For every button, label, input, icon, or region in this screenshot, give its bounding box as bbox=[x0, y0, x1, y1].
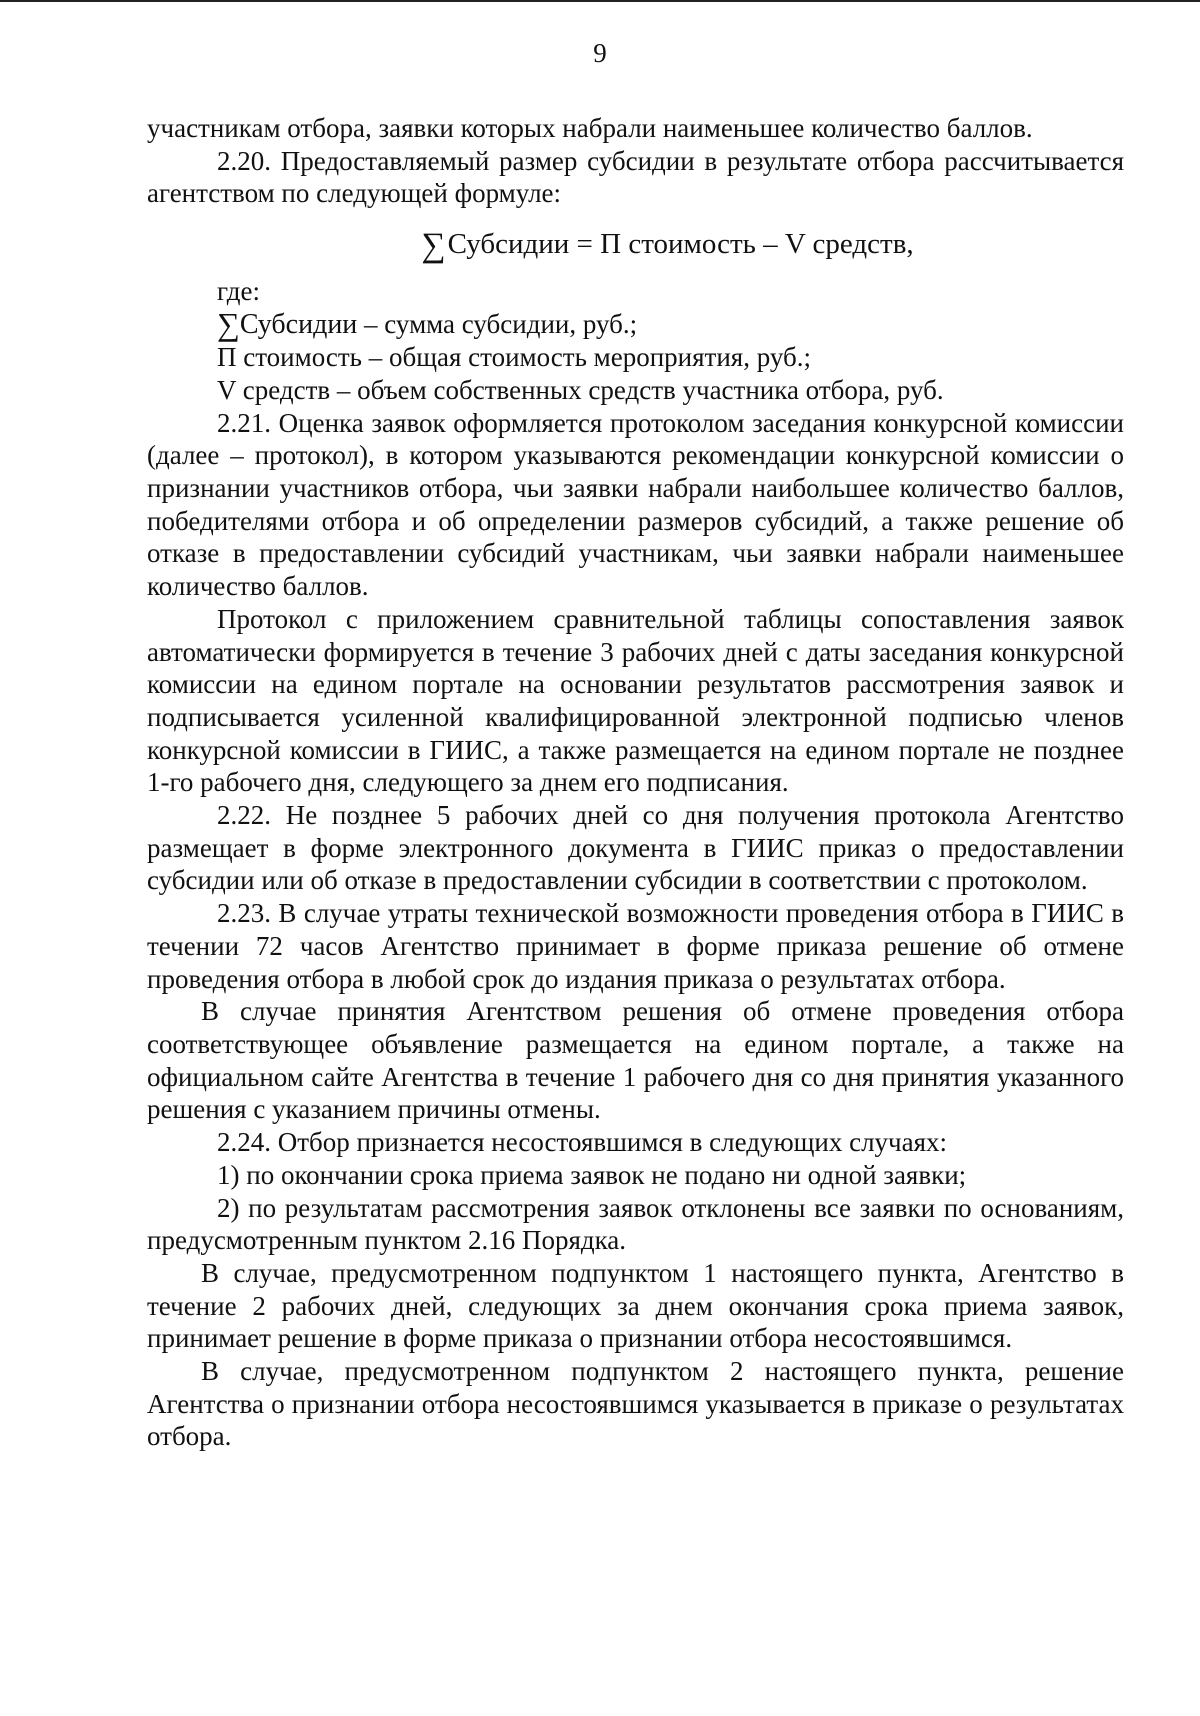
definition-term: Субсидии bbox=[239, 308, 358, 340]
paragraph-subitem-1: В случае, предусмотренном подпунктом 1 настоящего пункта, Агентство в течение 2 рабочих дней, следующих за днем окончания срока приема заявок, принимает решение в форме приказа о признании отбора несостоявшимся. bbox=[147, 1257, 1124, 1354]
list-item-2: 2) по результатам рассмотрения заявок отклонены все заявки по основаниям, предусмотренным пунктом 2.16 Порядка. bbox=[147, 1192, 1124, 1256]
paragraph-subitem-2: В случае, предусмотренном подпунктом 2 настоящего пункта, решение Агентства о признании отбора несостоявшимся указывается в приказе о результатах отбора. bbox=[147, 1356, 1124, 1452]
paragraph-continuation: участникам отбора, заявки которых набрали наименьшее количество баллов. bbox=[147, 113, 1033, 143]
sum-sign: ∑ bbox=[421, 227, 446, 265]
formula-body: Субсидии = П стоимость – V средств, bbox=[447, 228, 914, 261]
paragraph-2-22: 2.22. Не позднее 5 рабочих дней со дня получения протокола Агентство размещает в форме электронного документа в ГИИС приказ о предоставлении субсидии или об отказе в предоставлении субсидии в соответствии с протоколом. bbox=[147, 800, 1124, 896]
document-body bbox=[147, 112, 1124, 1453]
list-item-1: 1) по окончании срока приема заявок не подано ни одной заявки; bbox=[217, 1159, 967, 1190]
definition-text: – сумма субсидии, руб.; bbox=[357, 308, 638, 339]
paragraph-2-24: 2.24. Отбор признается несостоявшимся в следующих случаях: bbox=[217, 1127, 948, 1158]
definition-cost: П стоимость – общая стоимость мероприятия, руб.; bbox=[217, 342, 811, 373]
scan-edge-line bbox=[0, 0, 1200, 2]
paragraph-2-23: 2.23. В случае утраты технической возможности проведения отбора в ГИИС в течении 72 часов Агентство принимает в форме приказа решение об отмене проведения отбора в любой срок до издания приказа о результатах отбора. bbox=[147, 898, 1124, 994]
subsidy-formula bbox=[147, 228, 1124, 263]
definition-sum-sign: ∑ bbox=[217, 305, 240, 342]
paragraph-cancellation: В случае принятия Агентством решения об отмене проведения отбора соответствующее объявление размещается на едином портале, а также на официальном сайте Агентства в течение 1 рабочего дня со дня принятия указанного решения с указанием причины отмены. bbox=[147, 996, 1124, 1125]
page-number: 9 bbox=[593, 38, 607, 68]
paragraph-protocol: Протокол с приложением сравнительной таблицы сопоставления заявок автоматически формируется в течение 3 рабочих дней с даты заседания конкурсной комиссии на едином портале на основании результатов рассмотрения заявок и подписывается усиленной квалифицированной электронной подписью членов конкурсной комиссии в ГИИС, а также размещается на едином портале не позднее 1-го рабочего дня, следующего за днем его подписания. bbox=[147, 603, 1124, 798]
definition-subsidy bbox=[147, 305, 1124, 342]
paragraph-2-21: 2.21. Оценка заявок оформляется протоколом заседания конкурсной комиссии (далее – протокол), в котором указываются рекомендации конкурсной комиссии о признании участников отбора, чьи заявки набрали наибольшее количество баллов, победителями отбора и об определении размеров субсидий, а также решение об отказе в предоставлении субсидий участникам, чьи заявки набрали наименьшее количество баллов. bbox=[147, 407, 1124, 602]
where-label: где: bbox=[217, 275, 260, 306]
definition-own-funds: V средств – объем собственных средств участника отбора, руб. bbox=[217, 374, 944, 405]
paragraph-2-20: 2.20. Предоставляемый размер субсидии в результате отбора рассчитывается агентством по следующей формуле: bbox=[147, 145, 1124, 209]
